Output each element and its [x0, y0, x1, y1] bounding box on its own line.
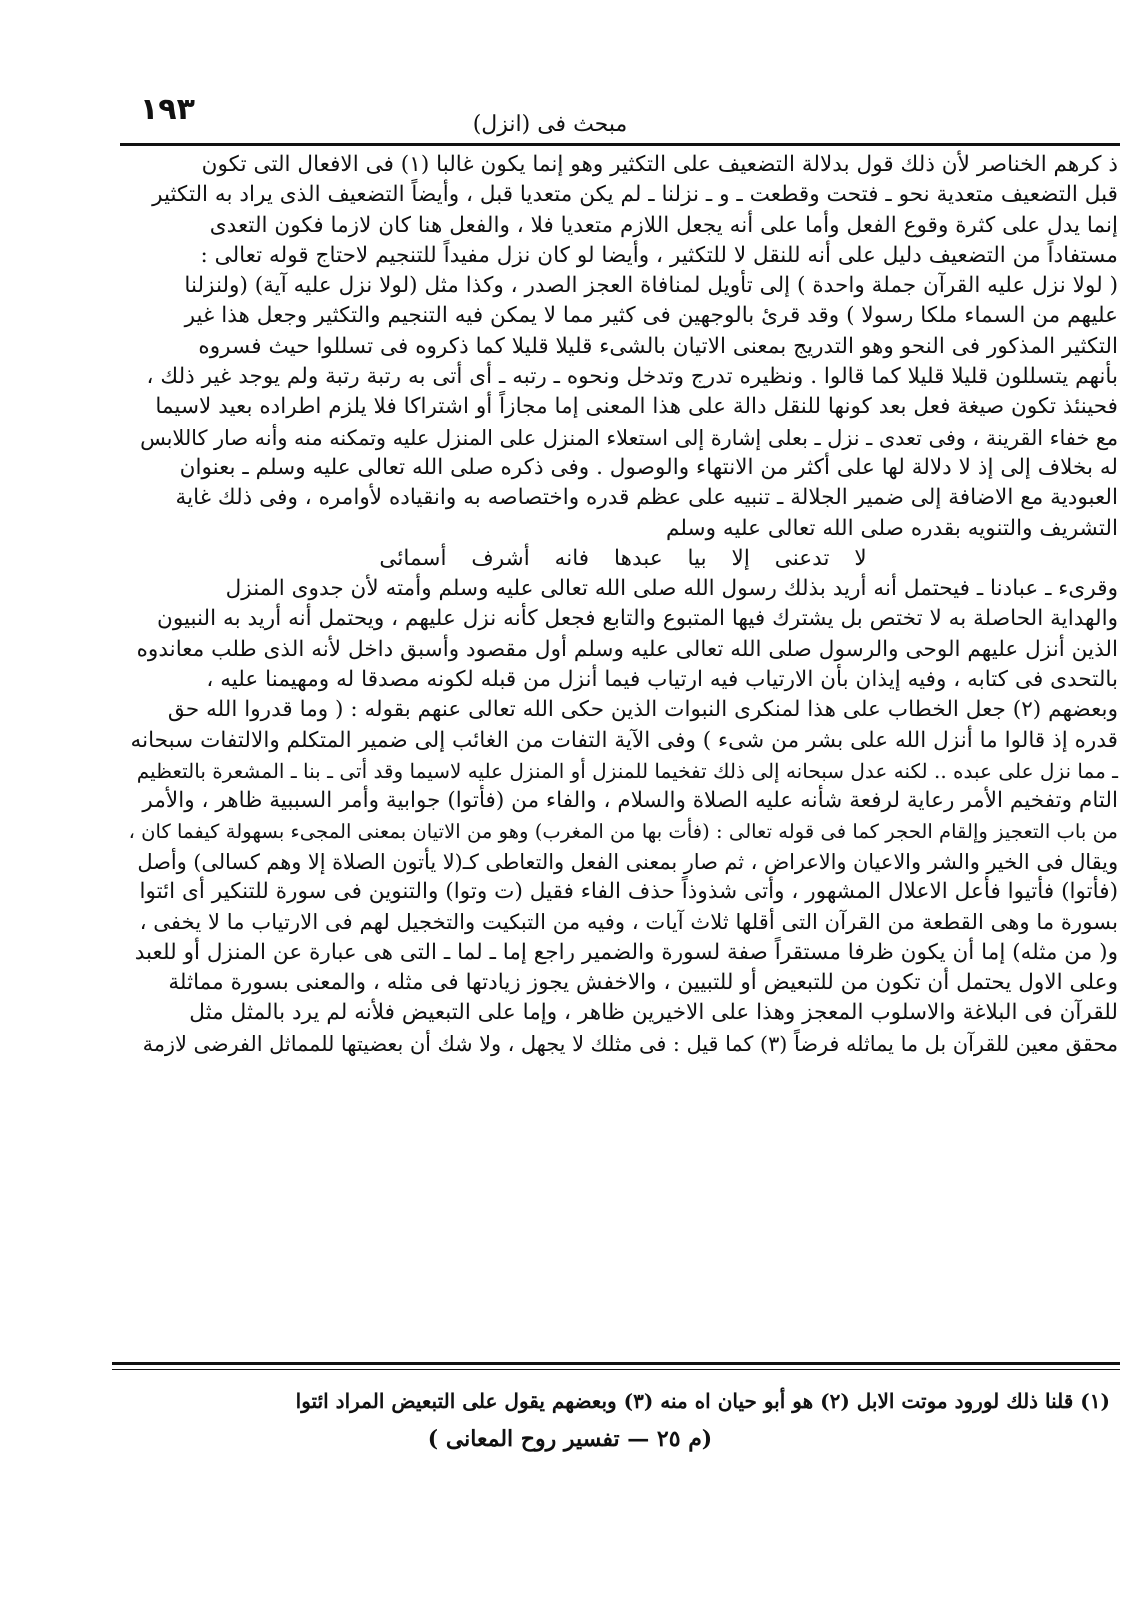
text-line: التكثير المذكور فى النحو وهو التدريج بمعنى الاتيان بالشىء قليلا قليلا كما ذكروه فى تسللوا حيث فسروه [198, 333, 1118, 359]
text-line: و( من مثله) إما أن يكون ظرفا مستقراً صفة لسورة والضمير راجع إما ـ لما ـ التى هى عبارة عن المنزل أو للعبد [134, 939, 1118, 965]
footnote-rule [112, 1362, 1120, 1365]
text-line: فحينئذ تكون صيغة فعل بعد كونها للنقل دالة على هذا المعنى إما مجازاً أو اشتراكا فلا يلزم اطراده بعيد لاسيما [155, 394, 1118, 420]
body-text [128, 150, 1118, 1356]
footnote: (١) قلنا ذلك لورود موتت الابل (٢) هو أبو حيان اه منه (٣) وبعضهم يقول على التبعيض المراد ائتوا [295, 1389, 1110, 1413]
text-line: بأنهم يتسللون قليلا قليلا كما قالوا . ونظيره تدرج وتدخل ونحوه ـ رتبه ـ أى أتى به رتبة رتبة ولم يوجد غير ذلك ، [146, 364, 1118, 390]
text-line: (فأتوا) فأتيوا فأعل الاعلال المشهور ، وأتى شذوذاً حذف الفاء فقيل (ت وتوا) والتنوين فى سورة للتنكير أى ائتوا [139, 879, 1118, 905]
text-line: وبعضهم (٢) جعل الخطاب على هذا لمنكرى النبوات الذين حكى الله تعالى عنهم بقوله : ( وما قدروا الله حق [167, 697, 1118, 723]
text-line: وقرىء ـ عبادنا ـ فيحتمل أنه أريد بذلك رسول الله صلى الله تعالى عليه وسلم وأمته لأن جدوى المنزل [225, 576, 1118, 602]
text-line: له بخلاف إلى إذ لا دلالة لها على أكثر من الانتهاء والوصول . وفى ذكره صلى الله تعالى عليه وسلم ـ بعنوان [179, 454, 1118, 480]
page-number: ۱۹۳ [140, 92, 195, 127]
text-line: العبودية مع الاضافة إلى ضمير الجلالة ـ تنبيه على عظم قدره واختصاصه به وانقياده لأوامره ، وفى ذلك غاية [175, 485, 1118, 511]
text-line: للقرآن فى البلاغة والاسلوب المعجز وهذا على الاخيرين ظاهر ، وإما على التبعيض فلأنه لم يرد بالمثل مثل [189, 1000, 1118, 1026]
text-line: إنما يدل على كثرة وقوع الفعل وأما على أنه يجعل اللازم متعديا فلا ، والفعل هنا كان لازما فكون التعدى [209, 212, 1118, 238]
running-title: مبحث فى (انزل) [472, 112, 628, 137]
text-line: قبل التضعيف متعدية نحو ـ فتحت وقطعت ـ و ـ نزلنا ـ لم يكن متعديا قبل ، وأيضاً التضعيف الذى يراد به التكثير [152, 182, 1118, 208]
text-line: التشريف والتنويه بقدره صلى الله تعالى عليه وسلم [665, 515, 1118, 541]
footnote-rule-thin [112, 1369, 1120, 1370]
header-rule [120, 143, 1120, 146]
text-line: من باب التعجيز وإلقام الحجر كما فى قوله تعالى : (فأت بها من المغرب) وهو من الاتيان بمعنى المجىء بسهولة كيفما كان ، [128, 819, 1118, 843]
text-line: مستفاداً من التضعيف دليل على أنه للنقل لا للتكثير ، وأيضا لو كان نزل مفيداً للتنجيم لاحتاج قوله تعالى : [200, 242, 1118, 268]
text-line: وعلى الاول يحتمل أن تكون من للتبعيض أو للتبيين ، والاخفش يجوز زيادتها فى مثله ، والمعنى بسورة مماثلة [168, 970, 1118, 996]
text-line: بالتحدى فى كتابه ، وفيه إيذان بأن الارتياب فيه ارتياب فيما أنزل من قبله لكونه مصدقا له ومهيمنا عليه ، [206, 667, 1118, 693]
text-line: محقق معين للقرآن بل ما يماثله فرضاً (٣) كما قيل : فى مثلك لا يجهل ، ولا شك أن بعضيتها للمماثل الفرضى لازمة [142, 1031, 1118, 1056]
text-line: ذ كرهم الخناصر لأن ذلك قول بدلالة التضعيف على التكثير وهو إنما يكون غالبا (١) فى الافعال التى تكون [201, 152, 1118, 177]
text-line: التام وتفخيم الأمر رعاية لرفعة شأنه عليه الصلاة والسلام ، والفاء من (فأتوا) جوابية وأمر السببية ظاهر ، والأمر [142, 788, 1118, 814]
text-line: الذين أنزل عليهم الوحى والرسول صلى الله تعالى عليه وسلم أول مقصود وأسبق داخل لأنه الذى طلب معاندوه [136, 636, 1118, 662]
text-line: ( لولا نزل عليه القرآن جملة واحدة ) إلى تأويل لمنافاة العجز الصدر ، وكذا مثل (لولا نزل عليه آية) (ولنزلنا [184, 273, 1118, 299]
signature-line: (م ٢٥ — تفسير روح المعانى ) [427, 1426, 713, 1452]
text-line: ـ مما نزل على عبده .. لكنه عدل سبحانه إلى ذلك تفخيما للمنزل أو المنزل عليه لاسيما وقد أتى ـ بنا ـ المشعرة بالتعظيم [136, 758, 1118, 783]
text-line: عليهم من السماء ملكا رسولا ) وقد قرئ بالوجهين فى كثير مما لا يمكن فيه التنجيم والتكثير وجعل هذا غير [184, 303, 1118, 329]
text-line: بسورة ما وهى القطعة من القرآن التى أقلها ثلاث آيات ، وفيه من التبكيت والتخجيل لهم فى الارتياب ما لا يخفى ، [139, 909, 1118, 935]
text-line: مع خفاء القرينة ، وفى تعدى ـ نزل ـ بعلى إشارة إلى استعلاء المنزل على المنزل عليه وتمكنه منه وأنه صار كاللابس [140, 425, 1118, 450]
poetry-verse: لا تدعنى إلا بيا عبدها فانه أشرف أسمائى [379, 545, 867, 571]
text-line: قدره إذ قالوا ما أنزل الله على بشر من شىء ) وفى الآية التفات من الغائب إلى ضمير المتكلم والالتفات سبحانه [130, 727, 1118, 753]
text-line: والهداية الحاصلة به لا تختص بل يشترك فيها المتبوع والتابع فجعل كأنه نزل عليهم ، ويحتمل أنه أريد به النبيون [156, 606, 1118, 632]
text-line: ويقال فى الخير والشر والاعيان والاعراض ، ثم صار بمعنى الفعل والتعاطى كـ(لا يأتون الصلاة إلا وهم كسالى) وأصل [137, 849, 1118, 874]
